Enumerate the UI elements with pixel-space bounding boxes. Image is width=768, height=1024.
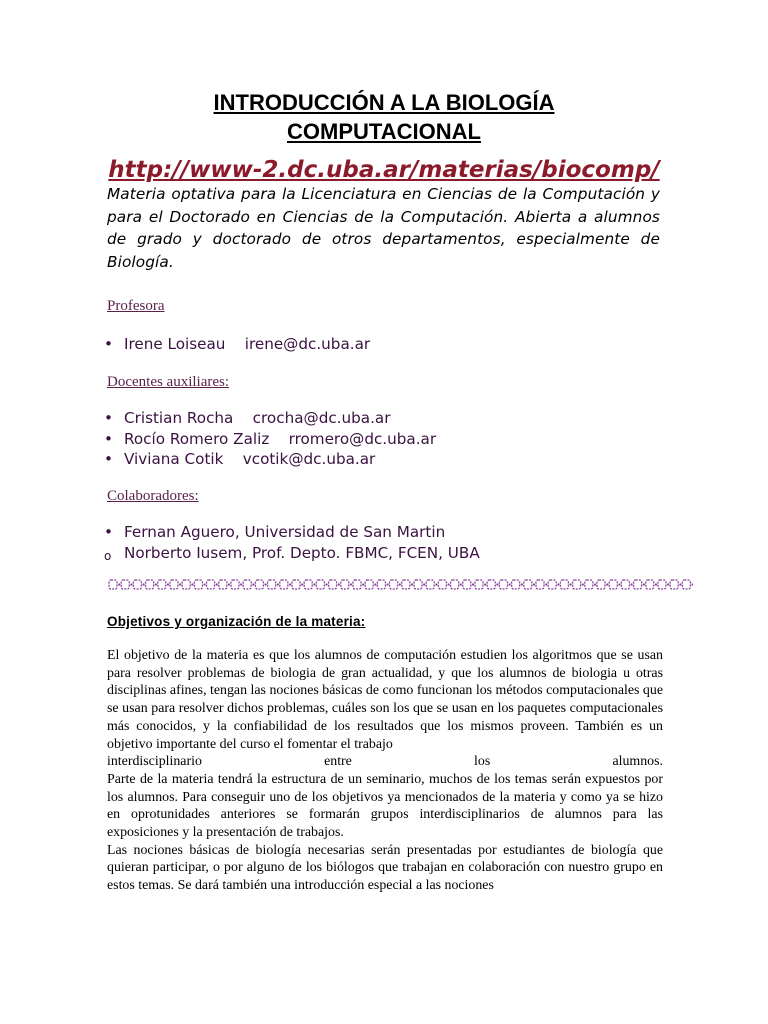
list-item-text: Cristian Rocha crocha@dc.uba.ar [124, 409, 391, 427]
bullet-icon: • [104, 429, 113, 448]
divider-pattern-icon [107, 577, 693, 593]
colaboradores-heading: Colaboradores: [107, 488, 199, 504]
bullet-icon: • [104, 335, 113, 353]
bullet-icon: • [104, 450, 113, 468]
objetivos-body [107, 647, 663, 895]
bullet-icon: • [104, 523, 113, 541]
course-url-link[interactable]: http://www-2.dc.uba.ar/materias/biocomp/ [108, 157, 660, 183]
list-item [104, 522, 480, 543]
list-item [104, 408, 436, 429]
list-item-text: Irene Loiseau irene@dc.uba.ar [124, 335, 371, 353]
intro-paragraph: Materia optativa para la Licenciatura en Ciencias de la Computación y para el Doctorado en Ciencias de la Computación. Abierta a alumnos de grado y doctorado de otros departamentos, especialmente de Biología. [107, 185, 660, 271]
list-item-text: Norberto Iusem, Prof. Depto. FBMC, FCEN, UBA [124, 543, 480, 562]
list-item [104, 334, 370, 355]
list-item-text: Viviana Cotik vcotik@dc.uba.ar [124, 450, 376, 468]
list-item-text: Rocío Romero Zaliz rromero@dc.uba.ar [124, 429, 437, 448]
objetivos-paragraph-1: El objetivo de la materia es que los alumnos de computación estudien los algoritmos que se usan para resolver problemas de biologia de gran actualidad, y que los alumnos de biologia u otras disciplinas afines, tengan las nociones básicas de como funcionan los métodos computacionales que se usan para resolver dichos problemas, cuáles son los que se usan en los paquetes computacionales más conocidos, y la confiabilidad de los resultados que los mismos proveen. También es un objetivo importante del curso el fomentar el trabajo [107, 648, 663, 752]
list-item [104, 449, 436, 470]
profesora-list [104, 334, 370, 355]
docentes-list [104, 408, 436, 470]
list-item [104, 429, 436, 450]
colaboradores-list [104, 522, 480, 563]
circle-bullet-icon: o [104, 548, 112, 563]
objetivos-heading: Objetivos y organización de la materia: [107, 614, 366, 629]
list-item [104, 543, 480, 564]
docentes-heading: Docentes auxiliares: [107, 374, 230, 390]
objetivos-paragraph-3: Las nociones básicas de biología necesarias serán presentadas por estudiantes de biología que quieran participar, o por alguno de los biólogos que trabajan en colaboración con nuestro grupo en estos temas. Se dará también una introducción especial a las nociones [107, 842, 663, 894]
decorative-divider [107, 577, 693, 593]
list-item-text: Fernan Aguero, Universidad de San Martin [124, 523, 446, 541]
objetivos-paragraph-1-last-line: interdisciplinario entre los alumnos. [107, 754, 663, 770]
title-line-2: COMPUTACIONAL [287, 119, 481, 144]
profesora-heading: Profesora [107, 298, 165, 314]
objetivos-paragraph-2: Parte de la materia tendrá la estructura de un seminario, muchos de los temas serán expuestos por los alumnos. Para conseguir uno de los objetivos ya mencionados de la materia y como ya se hizo en oprotunidades anteriores se formarán grupos interdisciplinarios de alumnos para las exposiciones y la presentación de trabajos. [107, 771, 663, 841]
title-line-1: INTRODUCCIÓN A LA BIOLOGÍA [213, 90, 555, 115]
bullet-icon: • [104, 409, 113, 427]
